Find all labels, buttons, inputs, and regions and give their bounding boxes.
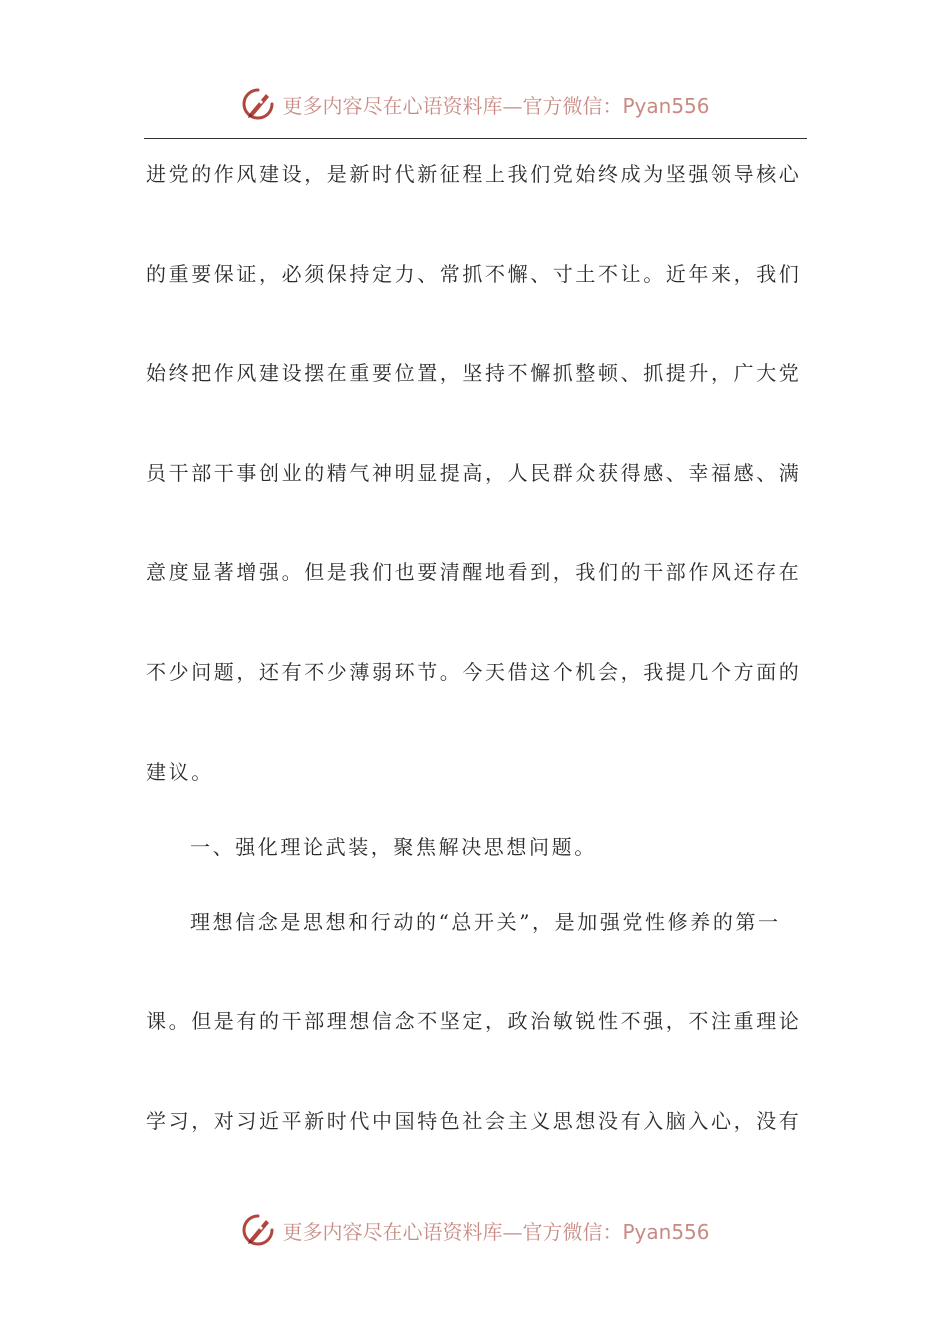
body-line: 进党的作风建设，是新时代新征程上我们党始终成为坚强领导核心 bbox=[146, 162, 802, 186]
banner-separator: — bbox=[502, 1219, 523, 1244]
footer-banner bbox=[0, 1210, 950, 1250]
banner-text bbox=[282, 1216, 709, 1245]
banner-main-text: 更多内容尽在心语资料库 bbox=[282, 1219, 503, 1244]
body-line: 不少问题，还有不少薄弱环节。今天借这个机会，我提几个方面的 bbox=[146, 660, 802, 684]
body-line: 始终把作风建设摆在重要位置，坚持不懈抓整顿、抓提升，广大党 bbox=[146, 361, 802, 385]
pen-logo-icon bbox=[240, 86, 276, 122]
pen-logo-icon bbox=[240, 1212, 276, 1248]
body-line: 理想信念是思想和行动的“总开关”，是加强党性修养的第一 bbox=[190, 910, 781, 934]
body-line: 员干部干事创业的精气神明显提高，人民群众获得感、幸福感、满 bbox=[146, 461, 802, 485]
header-banner bbox=[0, 84, 950, 124]
body-line: 意度显著增强。但是我们也要清醒地看到，我们的干部作风还存在 bbox=[146, 560, 802, 584]
header-divider bbox=[144, 138, 807, 139]
banner-wechat-label: 官方微信： bbox=[522, 93, 623, 118]
banner-wechat-label: 官方微信： bbox=[522, 1219, 623, 1244]
body-line: 的重要保证，必须保持定力、常抓不懈、寸土不让。近年来，我们 bbox=[146, 262, 802, 286]
section-heading: 一、强化理论武装，聚焦解决思想问题。 bbox=[190, 835, 597, 859]
banner-wechat-id: Pyan556 bbox=[622, 1219, 710, 1244]
banner-separator: — bbox=[502, 93, 523, 118]
banner-main-text: 更多内容尽在心语资料库 bbox=[282, 93, 503, 118]
banner-wechat-id: Pyan556 bbox=[622, 93, 710, 118]
body-line: 课。但是有的干部理想信念不坚定，政治敏锐性不强，不注重理论 bbox=[146, 1009, 802, 1033]
body-line: 学习，对习近平新时代中国特色社会主义思想没有入脑入心，没有 bbox=[146, 1109, 802, 1133]
body-line: 建议。 bbox=[146, 760, 214, 784]
banner-text bbox=[282, 90, 709, 119]
